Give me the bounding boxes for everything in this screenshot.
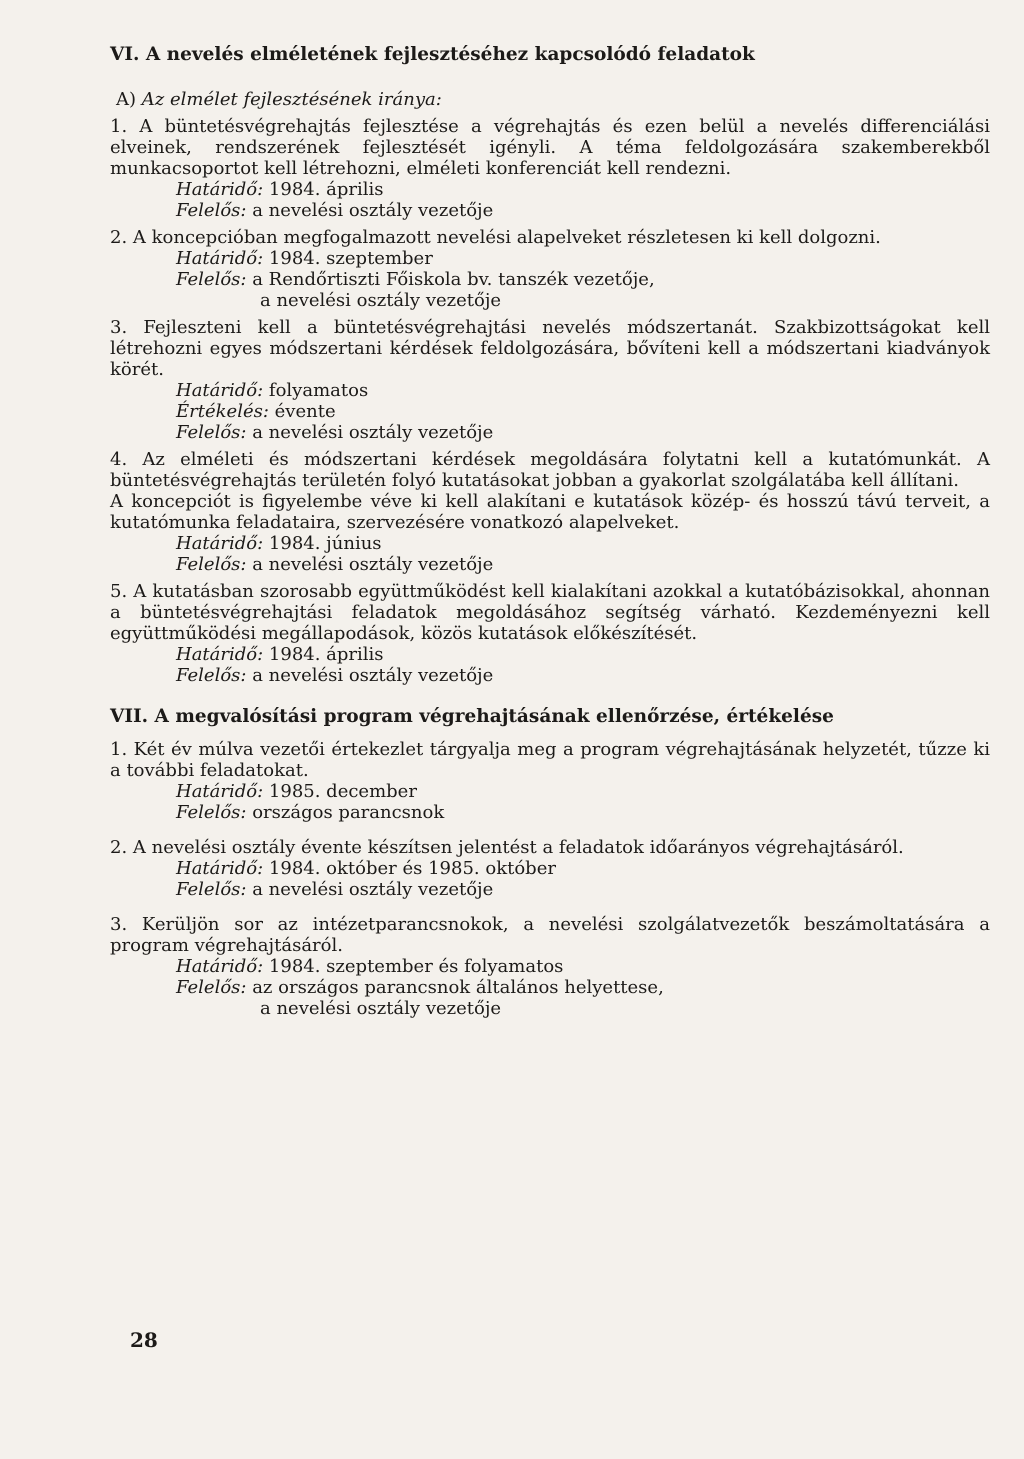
item-text: 3. Kerüljön sor az intézetparancsnokok, a nevelési szolgálatvezetők beszámoltatására a program végrehajtásáról. — [110, 914, 990, 956]
page-number: 28 — [130, 1328, 158, 1352]
field-label: Határidő: — [176, 858, 264, 879]
document-page — [110, 44, 990, 1019]
field-label: Értékelés: — [176, 401, 269, 422]
item-text-continued: A koncepciót is figyelembe véve ki kell alakítani e kutatások közép- és hosszú távú terveit, a kutatómunka feladataira, szervezésére vonatkozó alapelveket. — [110, 491, 990, 533]
field-value: 1984. április — [268, 179, 384, 200]
list-item — [110, 914, 990, 1019]
responsible-line — [176, 422, 990, 443]
field-label: Felelős: — [176, 977, 247, 998]
field-value: évente — [274, 401, 336, 422]
list-item — [110, 227, 990, 311]
field-value: a nevelési osztály vezetője — [252, 554, 494, 575]
item-text: 2. A nevelési osztály évente készítsen jelentést a feladatok időarányos végrehajtásáról. — [110, 837, 904, 858]
deadline-line — [176, 248, 990, 269]
field-label: Felelős: — [176, 665, 247, 686]
section-vi-title: VI. A nevelés elméletének fejlesztéséhez kapcsolódó feladatok — [110, 44, 755, 65]
field-value: 1984. október és 1985. október — [268, 858, 556, 879]
field-label: Határidő: — [176, 956, 264, 977]
field-value: a nevelési osztály vezetője — [252, 665, 494, 686]
deadline-line — [176, 179, 990, 200]
field-value: 1984. június — [268, 533, 382, 554]
list-item — [110, 837, 990, 900]
deadline-line — [176, 644, 990, 665]
list-item — [110, 317, 990, 443]
responsible-line — [176, 554, 990, 575]
item-text: 5. A kutatásban szorosabb együttműködést kell kialakítani azokkal a kutatóbázisokkal, ahonnan a büntetésvégrehajtási feladatok megoldásához segítség várható. Kezdeményezni kell együttműködési megállapodások, közös kutatások előkészítését. — [110, 581, 990, 644]
field-value: a nevelési osztály vezetője — [252, 200, 494, 221]
field-label: Felelős: — [176, 879, 247, 900]
responsible-line — [176, 977, 990, 998]
subheading-a — [116, 89, 990, 110]
list-item — [110, 116, 990, 221]
item-text: 1. A büntetésvégrehajtás fejlesztése a végrehajtás és ezen belül a nevelés differenciálási elveinek, rendszerének fejlesztését igényli. A téma feldolgozására szakemberekből munkacsoportot kell létrehozni, elméleti konferenciát kell rendezni. — [110, 116, 990, 179]
field-label: Határidő: — [176, 644, 264, 665]
responsible-continuation: a nevelési osztály vezetője — [260, 998, 502, 1019]
field-value: a nevelési osztály vezetője — [252, 879, 494, 900]
field-label: Felelős: — [176, 269, 247, 290]
deadline-line — [176, 858, 990, 879]
responsible-line — [176, 269, 990, 290]
evaluation-line — [176, 401, 990, 422]
field-label: Határidő: — [176, 248, 264, 269]
responsible-line — [176, 665, 990, 686]
deadline-line — [176, 781, 990, 802]
field-value: folyamatos — [268, 380, 369, 401]
field-label: Felelős: — [176, 422, 247, 443]
item-text: 4. Az elméleti és módszertani kérdések megoldására folytatni kell a kutatómunkát. A büntetésvégrehajtás területén folyó kutatásokat jobban a gyakorlat szolgálatába kell állítani. — [110, 449, 990, 491]
list-item — [110, 581, 990, 686]
responsible-line — [176, 200, 990, 221]
list-item — [110, 449, 990, 575]
responsible-line — [176, 879, 990, 900]
list-item — [110, 739, 990, 823]
item-text: 2. A koncepcióban megfogalmazott nevelési alapelveket részletesen ki kell dolgozni. — [110, 227, 881, 248]
field-value: a nevelési osztály vezetője — [252, 422, 494, 443]
section-vii-title: VII. A megvalósítási program végrehajtásának ellenőrzése, értékelése — [110, 706, 834, 727]
field-value: 1985. december — [268, 781, 417, 802]
subheading-letter: A) — [116, 89, 137, 110]
responsible-continuation: a nevelési osztály vezetője — [260, 290, 502, 311]
section-vi — [110, 44, 990, 686]
field-label: Határidő: — [176, 781, 264, 802]
field-value: az országos parancsnok általános helyettese, — [252, 977, 664, 998]
field-value: 1984. szeptember és folyamatos — [268, 956, 564, 977]
responsible-line — [176, 802, 990, 823]
deadline-line — [176, 533, 990, 554]
field-label: Határidő: — [176, 380, 264, 401]
field-value: 1984. szeptember — [268, 248, 433, 269]
field-value: a Rendőrtiszti Főiskola bv. tanszék vezetője, — [252, 269, 655, 290]
subheading-text: Az elmélet fejlesztésének iránya: — [141, 89, 442, 110]
deadline-line — [176, 956, 990, 977]
item-text: 1. Két év múlva vezetői értekezlet tárgyalja meg a program végrehajtásának helyzetét, tűzze ki a további feladatokat. — [110, 739, 990, 781]
deadline-line — [176, 380, 990, 401]
field-label: Határidő: — [176, 179, 264, 200]
field-label: Felelős: — [176, 554, 247, 575]
field-label: Határidő: — [176, 533, 264, 554]
field-label: Felelős: — [176, 802, 247, 823]
item-text: 3. Fejleszteni kell a büntetésvégrehajtási nevelés módszertanát. Szakbizottságokat kell létrehozni egyes módszertani kérdések feldolgozására, bővíteni kell a módszertani kiadványok körét. — [110, 317, 990, 380]
field-label: Felelős: — [176, 200, 247, 221]
section-vii — [110, 706, 990, 1019]
field-value: országos parancsnok — [252, 802, 445, 823]
field-value: 1984. április — [268, 644, 384, 665]
